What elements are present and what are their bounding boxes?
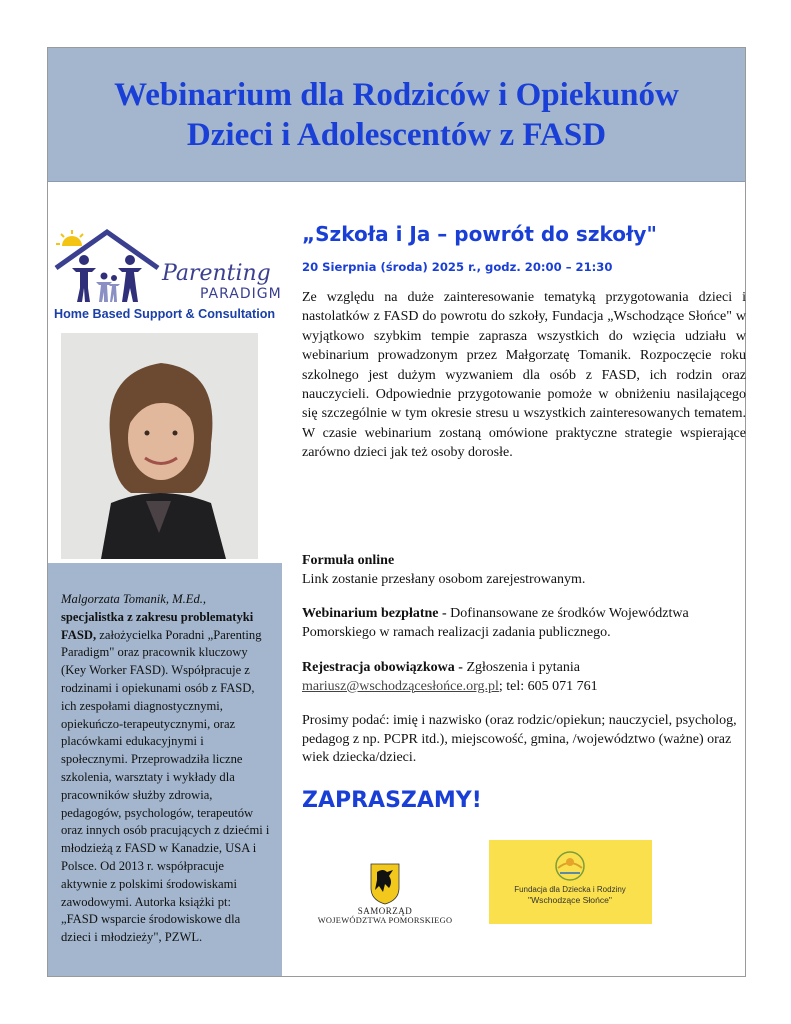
free-title: Webinarium bezpłatne -	[302, 606, 447, 621]
family-icon	[72, 255, 142, 302]
fundacja-line-1: Fundacja dla Dziecka i Rodziny	[514, 885, 626, 894]
speaker-photo	[61, 333, 258, 559]
logo-word-parenting: Parenting	[162, 261, 271, 286]
online-text: Link zostanie przesłany osobom zarejestrowanym.	[302, 571, 586, 587]
speaker-bio: założycielka Poradni „Parenting Paradigm" oraz pracownik kluczowy (Key Worker FASD). Współpracuje z rodzinami i opiekunami osób z FASD, ich zespołami diagnostycznymi, opiekuńczo-terapeutycznymi, oraz placówkami edukacyjnymi i społecznymi. Przeprowadziła liczne szkolenia, warsztaty i wykłady dla pracowników służby zdrowia, pedagogów, psychologów, terapeutów oraz innych osób pracujących z dziećmi i młodzieżą z FASD w Kanadzie, USA i Polsce. Od 2013 r. współpracuje aktywnie z polskimi środowiskami zawodowymi. Autorka książki pt: „FASD wsparcie środowiskowe dla dzieci i młodzieży", PZWL.	[61, 627, 270, 945]
online-section	[302, 552, 742, 589]
event-main	[302, 222, 746, 463]
title-line-2: Dzieci i Adolescentów z FASD	[186, 116, 607, 153]
sponsor-line-1: SAMORZĄD	[357, 906, 413, 916]
header-banner	[48, 48, 745, 182]
invite-heading: ZAPRASZAMY!	[302, 788, 482, 813]
event-subtitle: „Szkoła i Ja – powrót do szkoły"	[302, 222, 657, 246]
event-description: Ze względu na duże zainteresowanie tematyką przygotowania dzieci i nastolatków z FASD do powrotu do szkoły, Fundacja „Wschodzące Słońce" w wyjątkowo szybkim tempie zaprasza wszystkich do wzięcia udziału w webinarium prowadzonym przez Małgorzatę Tomanik. Rozpoczęcie roku szkolnego jest dużym wyzwaniem dla osób z FASD, ich rodzin oraz nauczycieli. Odpowiednie przygotowanie pomoże w obniżeniu nasilającego się szczególnie w tym okresie stresu u wszystkich zainteresowanych tematem. W czasie webinarium zostaną omówione praktyczne strategie wspierające zarówno dzieci jak też osoby dorosłe.	[302, 290, 746, 461]
online-title: Formuła online	[302, 553, 395, 568]
speaker-role: specjalistka z zakresu problematyki FASD,	[61, 609, 254, 642]
title-line-1: Webinarium dla Rodziców i Opiekunów	[114, 76, 679, 113]
free-section	[302, 605, 742, 642]
event-date: 20 Sierpnia (środa) 2025 r., godz. 20:00 – 21:30	[302, 260, 613, 274]
pomorskie-logo	[303, 862, 468, 924]
registration-title: Rejestracja obowiązkowa -	[302, 660, 463, 675]
fundacja-line-2: "Wschodzące Słońce"	[528, 895, 612, 905]
request-section	[302, 712, 742, 768]
fundacja-logo	[489, 840, 652, 924]
logo-word-paradigm: PARADIGM	[200, 286, 282, 302]
sponsor-line-2: WOJEWÓDZTWA POMORSKIEGO	[317, 916, 453, 924]
registration-tel: ; tel: 605 071 761	[498, 678, 598, 694]
free-text: Dofinansowane ze środków Województwa Pomorskiego w ramach realizacji zadania publicznego.	[302, 606, 689, 640]
speaker-bio-panel	[48, 563, 282, 976]
registration-email-link[interactable]: mariusz@wschodzącesłońce.org.pl	[302, 678, 499, 694]
speaker-name: Malgorzata Tomanik, M.Ed.,	[61, 592, 207, 606]
request-text: Prosimy podać: imię i nazwisko (oraz rodzic/opiekun; nauczyciel, psycholog, pedagog z np. PCPR itd.), miejscowość, gmina, /województwo (ważne) oraz wiek dziecka/dzieci.	[302, 713, 737, 765]
griffin-crest-icon	[371, 864, 399, 904]
sun-icon	[56, 230, 83, 246]
logo-tagline: Home Based Support & Consultation	[54, 307, 276, 321]
registration-text: Zgłoszenia i pytania	[462, 660, 580, 675]
parenting-paradigm-logo	[52, 222, 287, 322]
registration-section	[302, 659, 742, 696]
